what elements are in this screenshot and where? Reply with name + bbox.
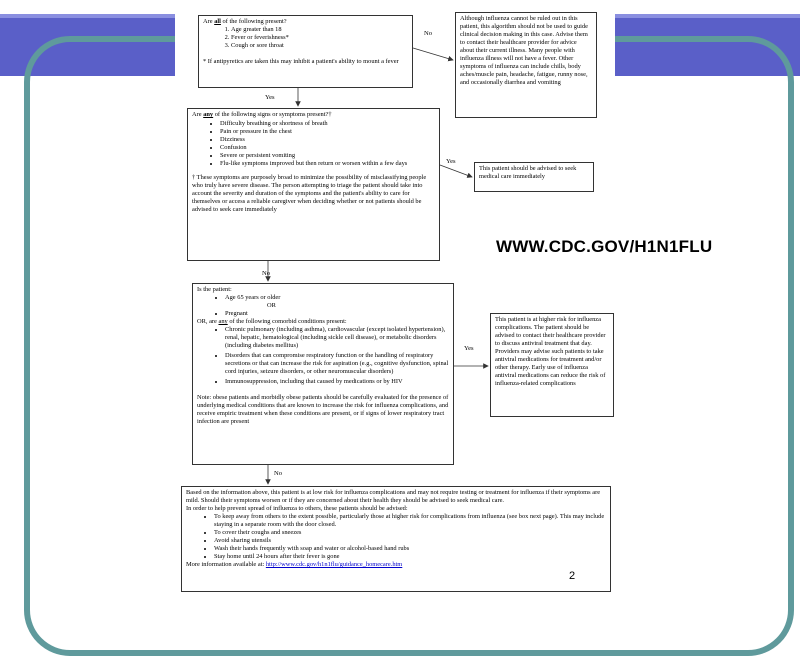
footnote: † These symptoms are purposely broad to minimize the possibility of misclassifying people who truly have severe disease. The person attempting to triage the patient should take into account the severity and duration of the symptoms and the patient's ability to care for themselves or access a reliable caregiver when deciding whether or not patients should be advised to seek care immediately [192,174,427,213]
arrow-q1-no [413,48,453,60]
list-item: 2. Fever or feverishness* [231,34,408,42]
list-item: • To keep away from others to the extent possible, particularly those at higher risk for complications from influenza (see box next page). This may include staying in a separate room with the door closed. [214,513,606,529]
advice-intro: In order to help prevent spread of influenza to others, these patients should be advised: [186,505,408,512]
list-item: • Stay home until 24 hours after their fever is gone [214,553,606,561]
more-info: More information available at: http://www.cdc.gov/h1n1flu/guidance_homecare.htm [186,561,403,568]
list-item: • Dizziness [220,136,435,144]
list-item: • Avoid sharing utensils [214,537,606,545]
question-text: Are all of the following present? [203,18,287,25]
low-risk-text: Based on the information above, this patient is at low risk for influenza complications and may not require testing or treatment for influenza if their symptoms are mild. Should their symptoms worsen or if they are concerned about their health they should be advised to seek medical care. [186,489,601,504]
guidance-link[interactable]: http://www.cdc.gov/h1n1flu/guidance_homecare.htm [265,561,403,568]
arrow-q2-yes [440,165,472,177]
yes-label: Yes [446,158,456,165]
list-item: 3. Cough or sore throat [231,42,408,50]
list-item: • Confusion [220,144,435,152]
no-label: No [424,30,433,37]
cdc-website-label: WWW.CDC.GOV/H1N1FLU [496,237,713,256]
or-label: OR [267,302,276,309]
result-text: This patient should be advised to seek medical care immediately [479,165,577,180]
no-label: No [274,470,283,477]
list-item: • Severe or persistent vomiting [220,152,435,160]
yes-label: Yes [265,94,275,101]
comorbid-question: OR, are any of the following comorbid conditions present: [197,318,347,325]
list-item: • Chronic pulmonary (including asthma), cardiovascular (except isolated hypertension), renal, hepatic, hematological (including sickle cell disease), or metabolic disorders (including diabetes mellitus) [225,326,449,350]
note-text: Note: obese patients and morbidly obese patients should be carefully evaluated for the presence of underlying medical conditions that are known to increase the risk for influenza complications, and receive empiric treatment when these conditions are present, or if signs of lower respiratory tract infection are present [197,394,449,425]
list-item: • Wash their hands frequently with soap and water or alcohol-based hand rubs [214,545,606,553]
list-item: 1. Age greater than 18 [231,26,408,34]
page-number: 2 [569,570,576,582]
yes-label: Yes [464,345,474,352]
footnote: * If antipyretics are taken this may inhibit a patient's ability to mount a fever [203,58,399,65]
list-item: • Disorders that can compromise respiratory function or the handling of respiratory secretions or that can increase the risk for aspiration (e.g., cognitive dysfunction, spinal cord injuries, seizure disorders, or other neuromuscular disorders) [225,352,449,376]
result-text: Although influenza cannot be ruled out in this patient, this algorithm should not be used to guide clinical decision making in this case. Advise them to contact their healthcare provider for advice about their current illness. Many people with influenza illness will not have a fever. Other symptoms of influenza can include chills, body aches/muscle pain, headache, fatigue, runny nose, and occasionally diarrhea and vomiting [460,15,588,86]
list-item: • Age 65 years or older [225,294,449,302]
list-item: • Flu-like symptoms improved but then return or worsen within a few days [220,160,435,168]
list-item: • Immunosuppression, including that caused by medications or by HIV [225,378,449,386]
list-item: • Pain or pressure in the chest [220,128,435,136]
list-item: • Difficulty breathing or shortness of breath [220,120,435,128]
no-label: No [262,270,271,277]
result-text: This patient is at higher risk for influenza complications. The patient should be advised to contact their healthcare provider to discuss antiviral treatment that day. Providers may advise such patients to take antiviral medications for treatment and/or other therapy. Early use of influenza antiviral medications can reduce the risk of influenza-related complications [495,316,606,387]
question-text: Are any of the following signs or symptoms present?† [192,111,332,118]
list-item: • Pregnant [225,310,449,318]
list-item: • To cover their coughs and sneezes [214,529,606,537]
question-text: Is the patient: [197,286,232,293]
